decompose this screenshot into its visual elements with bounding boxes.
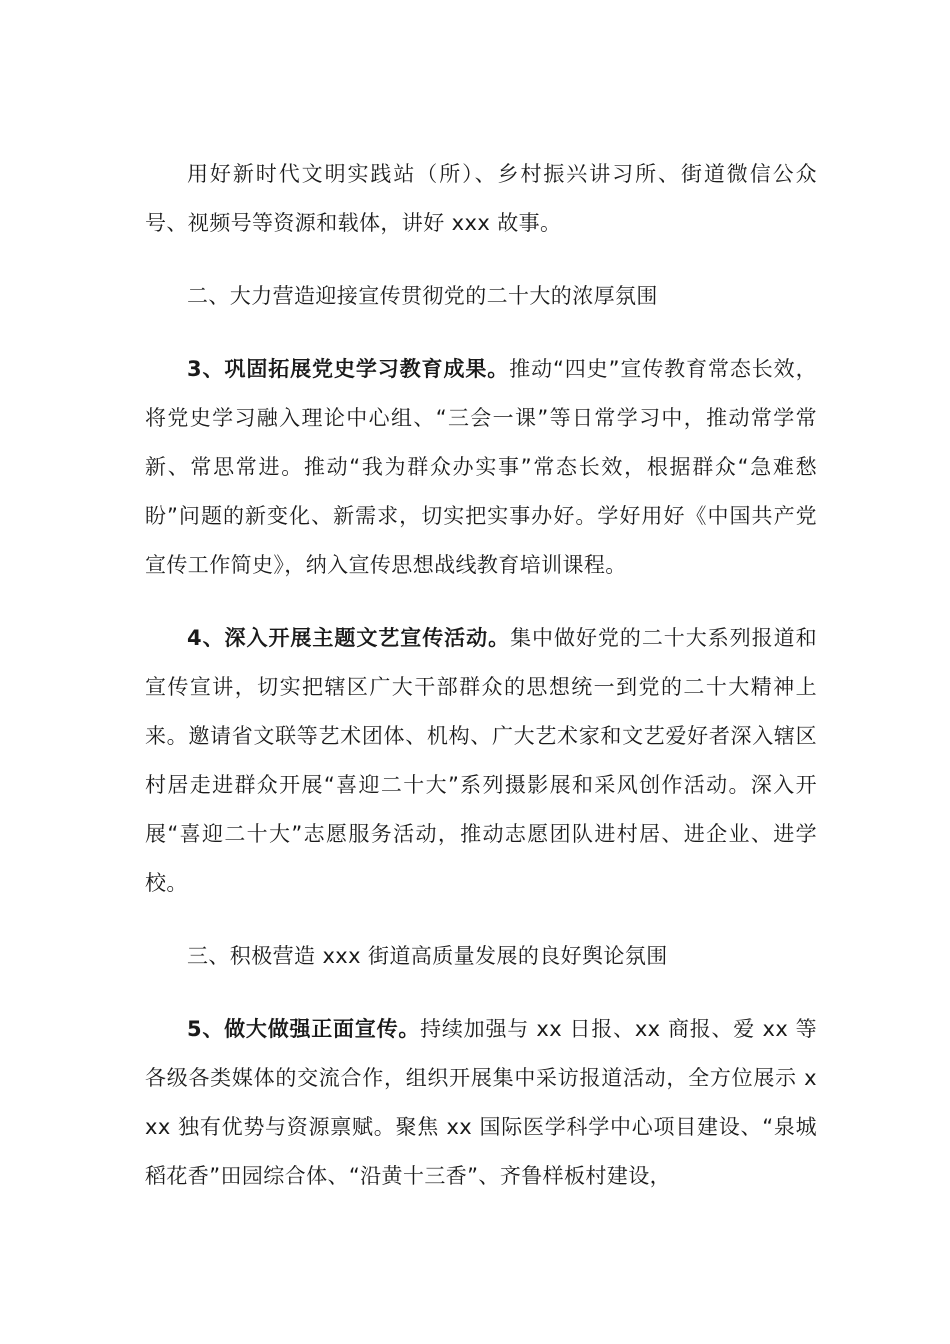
item-4-paragraph	[145, 614, 817, 908]
paragraph-1: 用好新时代文明实践站（所）、乡村振兴讲习所、街道微信公众号、视频号等资源和载体，讲好 xxx 故事。	[145, 162, 817, 235]
item-5-body: 持续加强与 xx 日报、xx 商报、爱 xx 等各级各类媒体的交流合作，组织开展集中采访报道活动，全方位展示 xxx 独有优势与资源禀赋。聚焦 xx 国际医学科学中心项目建设、“泉城稻花香”田园综合体、“沿黄十三香”、齐鲁样板村建设，	[145, 1017, 818, 1188]
document-body	[145, 150, 817, 1201]
item-5-paragraph	[145, 1005, 817, 1201]
item-3-body: 推动“四史”宣传教育常态长效，将党史学习融入理论中心组、“三会一课”等日常学习中，推动常学常新、常思常进。推动“我为群众办实事”常态长效，根据群众“急难愁盼”问题的新变化、新需求，切实把实事办好。学好用好《中国共产党宣传工作简史》，纳入宣传思想战线教育培训课程。	[145, 357, 817, 577]
item-3-paragraph	[145, 345, 817, 590]
spacer	[145, 248, 817, 272]
item-4-body: 集中做好党的二十大系列报道和宣传宣讲，切实把辖区广大干部群众的思想统一到党的二十大精神上来。邀请省文联等艺术团体、机构、广大艺术家和文艺爱好者深入辖区村居走进群众开展“喜迎二十大”系列摄影展和采风创作活动。深入开展“喜迎二十大”志愿服务活动，推动志愿团队进村居、进企业、进学校。	[145, 626, 817, 895]
spacer	[145, 981, 817, 1005]
item-4-title: 4、深入开展主题文艺宣传活动。	[187, 626, 511, 650]
spacer	[145, 590, 817, 614]
spacer	[145, 321, 817, 345]
section-heading-2: 二、大力营造迎接宣传贯彻党的二十大的浓厚氛围	[187, 284, 658, 308]
item-3-title: 3、巩固拓展党史学习教育成果。	[187, 357, 510, 381]
section-heading-3: 三、积极营造 xxx 街道高质量发展的良好舆论氛围	[187, 944, 668, 968]
spacer	[145, 908, 817, 932]
item-5-title: 5、做大做强正面宣传。	[187, 1017, 421, 1041]
